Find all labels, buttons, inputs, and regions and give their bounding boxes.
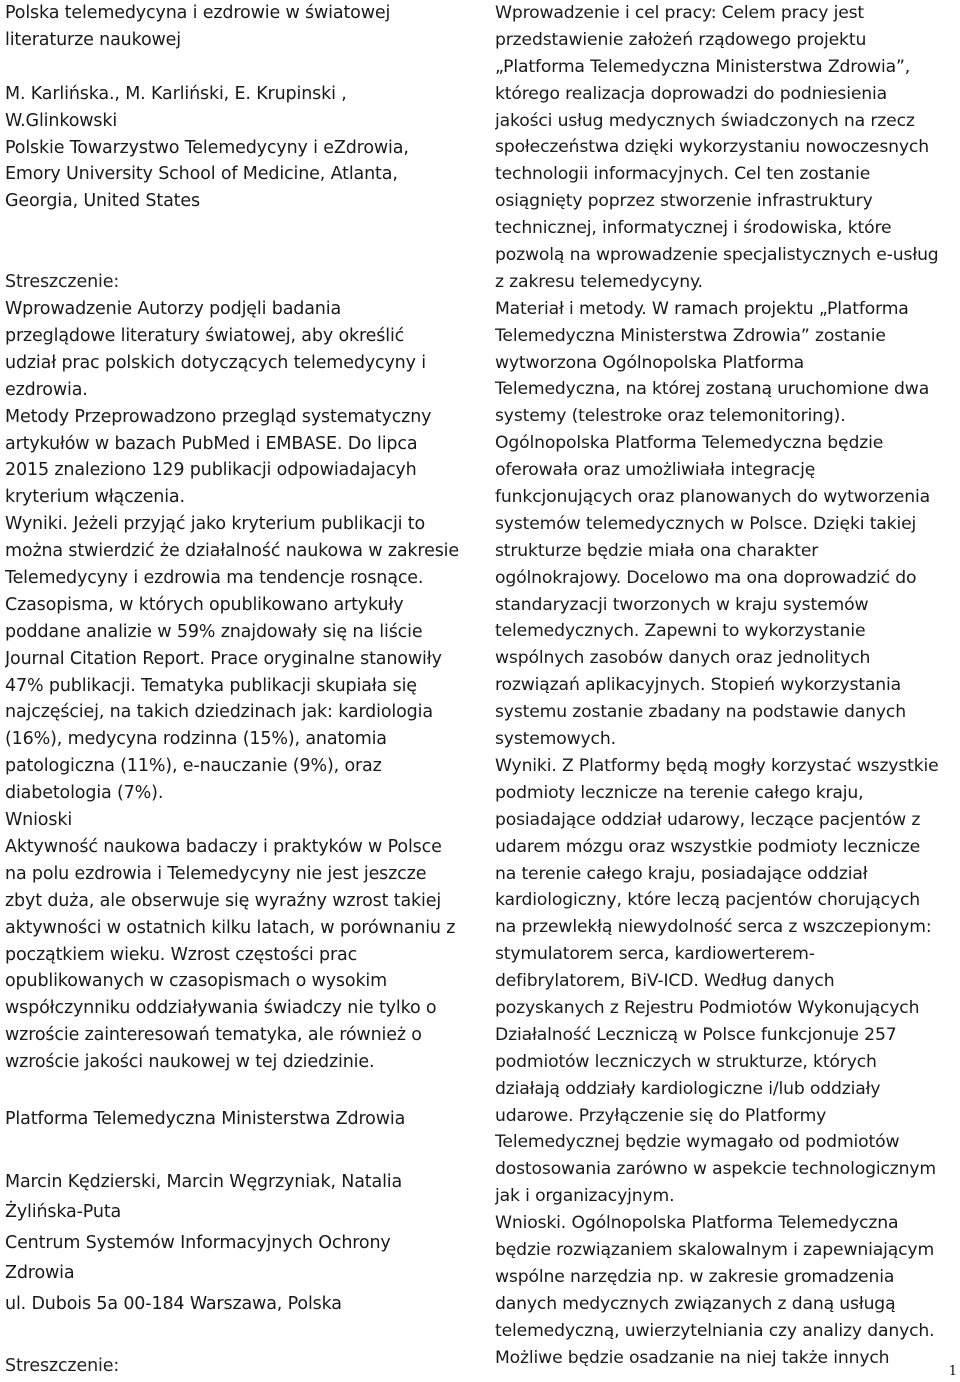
right-column-line: podmiotów leczniczych w strukturze, których (495, 1051, 877, 1072)
article1-abstract-line: zbyt duża, ale obserwuje się wyraźny wzrost takiej (5, 890, 442, 911)
article2-affiliation-line: Zdrowia (5, 1263, 75, 1284)
right-column-line: danych medycznych związanych z daną usługą (495, 1293, 896, 1314)
right-column-line: telemedycznych. Zapewni to wykorzystanie (495, 621, 866, 642)
article1-abstract-line: udział prac polskich dotyczących telemedycyny i (5, 352, 426, 373)
article1-abstract-line: współczynniku oddziaływania świadczy nie tylko o (5, 998, 437, 1019)
right-column-line: Ogólnopolska Platforma Telemedyczna będzie (495, 433, 884, 454)
article1-abstract-line: artykułów w bazach PubMed i EMBASE. Do lipca (5, 433, 418, 454)
right-column-line: kardiologiczny, które leczą pacjentów chorujących (495, 890, 920, 911)
article2-affiliation-line: Centrum Systemów Informacyjnych Ochrony (5, 1232, 391, 1253)
right-column-line: systemów telemedycznych w Polsce. Dzięki takiej (495, 513, 917, 534)
article2-authors-line: Marcin Kędzierski, Marcin Węgrzyniak, Natalia (5, 1171, 403, 1192)
article1-abstract-line: Wyniki. Jeżeli przyjąć jako kryterium publikacji to (5, 514, 426, 535)
right-column-line: będzie rozwiązaniem skalowalnym i zapewniającym (495, 1239, 935, 1260)
right-column-line: systemowych. (495, 729, 616, 750)
right-column-line: osiągnięty poprzez stworzenie infrastruktury (495, 191, 873, 212)
article1-abstract-line: Czasopisma, w których opublikowano artykuły (5, 594, 404, 615)
right-column-line: strukturze będzie miała ona charakter (495, 540, 819, 561)
right-column-line: Telemedyczna, na której zostaną uruchomione dwa (495, 379, 930, 400)
article1-abstract-line: na polu ezdrowia i Telemedycyny nie jest jeszcze (5, 863, 427, 884)
article1-abstract-line: wzroście zainteresowań tematyka, ale również o (5, 1025, 422, 1046)
article1-affiliation-line: Georgia, United States (5, 191, 200, 212)
right-column-line: Wyniki. Z Platformy będą mogły korzystać wszystkie (495, 755, 939, 776)
article1-abstract-line: można stwierdzić że działalność naukowa w zakresie (5, 541, 459, 562)
article1-abstract-line: Journal Citation Report. Prace oryginalne stanowiły (5, 648, 442, 669)
spacer (5, 1319, 477, 1353)
right-column-line: działają oddziały kardiologiczne i/lub oddziały (495, 1078, 881, 1099)
right-column-line: jak i organizacyjnym. (495, 1186, 675, 1207)
article1-abstract-line: aktywności w ostatnich kilku latach, w porównaniu z (5, 917, 456, 938)
article1-abstract-line: diabetologia (7%). (5, 783, 164, 804)
right-column-line: jakości usług medycznych świadczonych na rzecz (495, 110, 915, 131)
right-column-line: udarowe. Przyłączenie się do Platformy (495, 1105, 827, 1126)
right-column-line: Możliwe będzie osadzanie na niej także innych (495, 1347, 890, 1368)
article1-affiliation-line: Polskie Towarzystwo Telemedycyny i eZdrowia, (5, 137, 409, 158)
right-column-line: na przewlekłą niewydolność serca z wszczepionym: (495, 917, 932, 938)
article2 (5, 1106, 477, 1380)
right-column-line: stymulatorem serca, kardiowerterem- (495, 944, 815, 965)
article2-abstract-heading: Streszczenie: (5, 1356, 120, 1377)
article1-affiliation-line: Emory University School of Medicine, Atlanta, (5, 164, 398, 185)
right-column-line: dostosowania zarówno w aspekcie technologicznym (495, 1159, 937, 1180)
right-column-line: ogólnokrajowy. Docelowo ma ona doprowadzić do (495, 567, 917, 588)
right-column-line: Wprowadzenie i cel pracy: Celem pracy jest (495, 3, 865, 23)
right-column-line: którego realizacja doprowadzi do podniesienia (495, 83, 888, 104)
right-column-line: „Platforma Telemedyczna Ministerstwa Zdrowia”, (495, 56, 911, 77)
article1-abstract-line: opublikowanych w czasopismach o wysokim (5, 971, 388, 992)
right-column-line: na terenie całego kraju, posiadające oddział (495, 863, 868, 884)
spacer (5, 54, 477, 81)
right-column-line: Działalność Leczniczą w Polsce funkcjonuje 257 (495, 1024, 897, 1045)
right-column-line: funkcjonujących oraz planowanych do wytworzenia (495, 487, 930, 508)
right-column-line: Materiał i metody. W ramach projektu „Platforma (495, 298, 909, 319)
article1-abstract-line: 47% publikacji. Tematyka publikacji skupiała się (5, 675, 417, 696)
article1-abstract-line: poddane analizie w 59% znajdowały się na liście (5, 621, 423, 642)
left-column (5, 0, 477, 1380)
article1-abstract-line: najczęściej, na takich dziedzinach jak: kardiologia (5, 702, 433, 723)
article1-abstract-line: wzroście jakości naukowej w tej dziedzinie. (5, 1052, 375, 1073)
right-column-line: udarem mózgu oraz wszystkie podmioty lecznicze (495, 836, 920, 857)
spacer (5, 1133, 477, 1167)
article1-abstract-line: (16%), medycyna rodzinna (15%), anatomia (5, 729, 387, 750)
article1-abstract-heading: Streszczenie: (5, 272, 120, 293)
right-column-line: telemedyczną, uwierzytelniania czy analizy danych. (495, 1320, 935, 1341)
right-column-line: z zakresu telemedycyny. (495, 271, 703, 292)
right-column-line: wytworzona Ogólnopolska Platforma (495, 352, 805, 373)
article2-abstract-body (495, 0, 957, 1371)
article1-abstract-line: ezdrowia. (5, 379, 88, 400)
right-column-line: posiadające oddział udarowy, leczące pacjentów z (495, 809, 921, 830)
article1-abstract-line: Telemedycyny i ezdrowia ma tendencje rosnące. (5, 568, 424, 589)
spacer (5, 215, 477, 269)
right-column-line: pozyskanych z Rejestru Podmiotów Wykonujących (495, 997, 920, 1018)
article2-authors-line: Żylińska-Puta (5, 1202, 122, 1223)
right-column-line: podmioty lecznicze na terenie całego kraju, (495, 782, 864, 803)
article1-abstract-line: Metody Przeprowadzono przegląd systematyczny (5, 406, 432, 427)
article1-abstract-line: 2015 znaleziono 129 publikacji odpowiadajacyh (5, 460, 417, 481)
article1-authors-line: W.Glinkowski (5, 110, 118, 131)
right-column-line: Telemedyczna Ministerstwa Zdrowia” zostanie (495, 325, 886, 346)
right-column-line: wspólnych zasobów danych oraz jednolitych (495, 648, 871, 669)
right-column-line: społeczeństwa dzięki wykorzystaniu nowoczesnych (495, 137, 929, 158)
right-column-line: Wnioski. Ogólnopolska Platforma Telemedyczna (495, 1213, 899, 1234)
page-number: 1 (948, 1364, 957, 1379)
right-column-line: Telemedycznej będzie wymagało od podmiotów (495, 1132, 900, 1153)
article1 (5, 0, 477, 1076)
right-column-line: pozwolą na wprowadzenie specjalistycznych e-usług (495, 245, 939, 266)
article1-abstract-line: Wprowadzenie Autorzy podjęli badania (5, 299, 342, 320)
article1-title-line: literaturze naukowej (5, 29, 181, 50)
right-column-line: rozwiązań aplikacyjnych. Stopień wykorzystania (495, 675, 902, 696)
article1-authors-line: M. Karlińska., M. Karliński, E. Krupinski , (5, 83, 347, 104)
right-column-line: systemy (telestroke oraz telemonitoring). (495, 406, 846, 427)
article1-abstract-line: początkiem wieku. Wzrost częstości prac (5, 944, 358, 965)
right-column-line: wspólne narzędzia np. w zakresie gromadzenia (495, 1266, 895, 1287)
article2-title: Platforma Telemedyczna Ministerstwa Zdrowia (5, 1108, 406, 1129)
right-column-line: technologii informacyjnych. Cel ten zostanie (495, 164, 871, 185)
article1-abstract-line: Aktywność naukowa badaczy i praktyków w Polsce (5, 836, 442, 857)
article1-abstract-line: patologiczna (11%), e-nauczanie (9%), oraz (5, 756, 382, 777)
right-column-line: przedstawienie założeń rządowego projektu (495, 29, 867, 50)
right-column-line: oferowała oraz umożliwiała integrację (495, 460, 816, 481)
right-column-line: defibrylatorem, BiV-ICD. Według danych (495, 971, 835, 992)
right-column-line: standaryzacji tworzonych w kraju systemów (495, 594, 869, 615)
article2-address: ul. Dubois 5a 00-184 Warszawa, Polska (5, 1293, 342, 1314)
article1-title-line: Polska telemedycyna i ezdrowie w światowej (5, 3, 391, 23)
article1-abstract-line: Wnioski (5, 810, 73, 831)
right-column (495, 0, 957, 1371)
right-column-line: technicznej, informatycznej i środowiska, które (495, 218, 892, 239)
article1-abstract-line: kryterium włączenia. (5, 487, 185, 508)
right-column-line: systemu zostanie zbadany na podstawie danych (495, 702, 906, 723)
article1-abstract-line: przeglądowe literatury światowej, aby określić (5, 326, 405, 347)
